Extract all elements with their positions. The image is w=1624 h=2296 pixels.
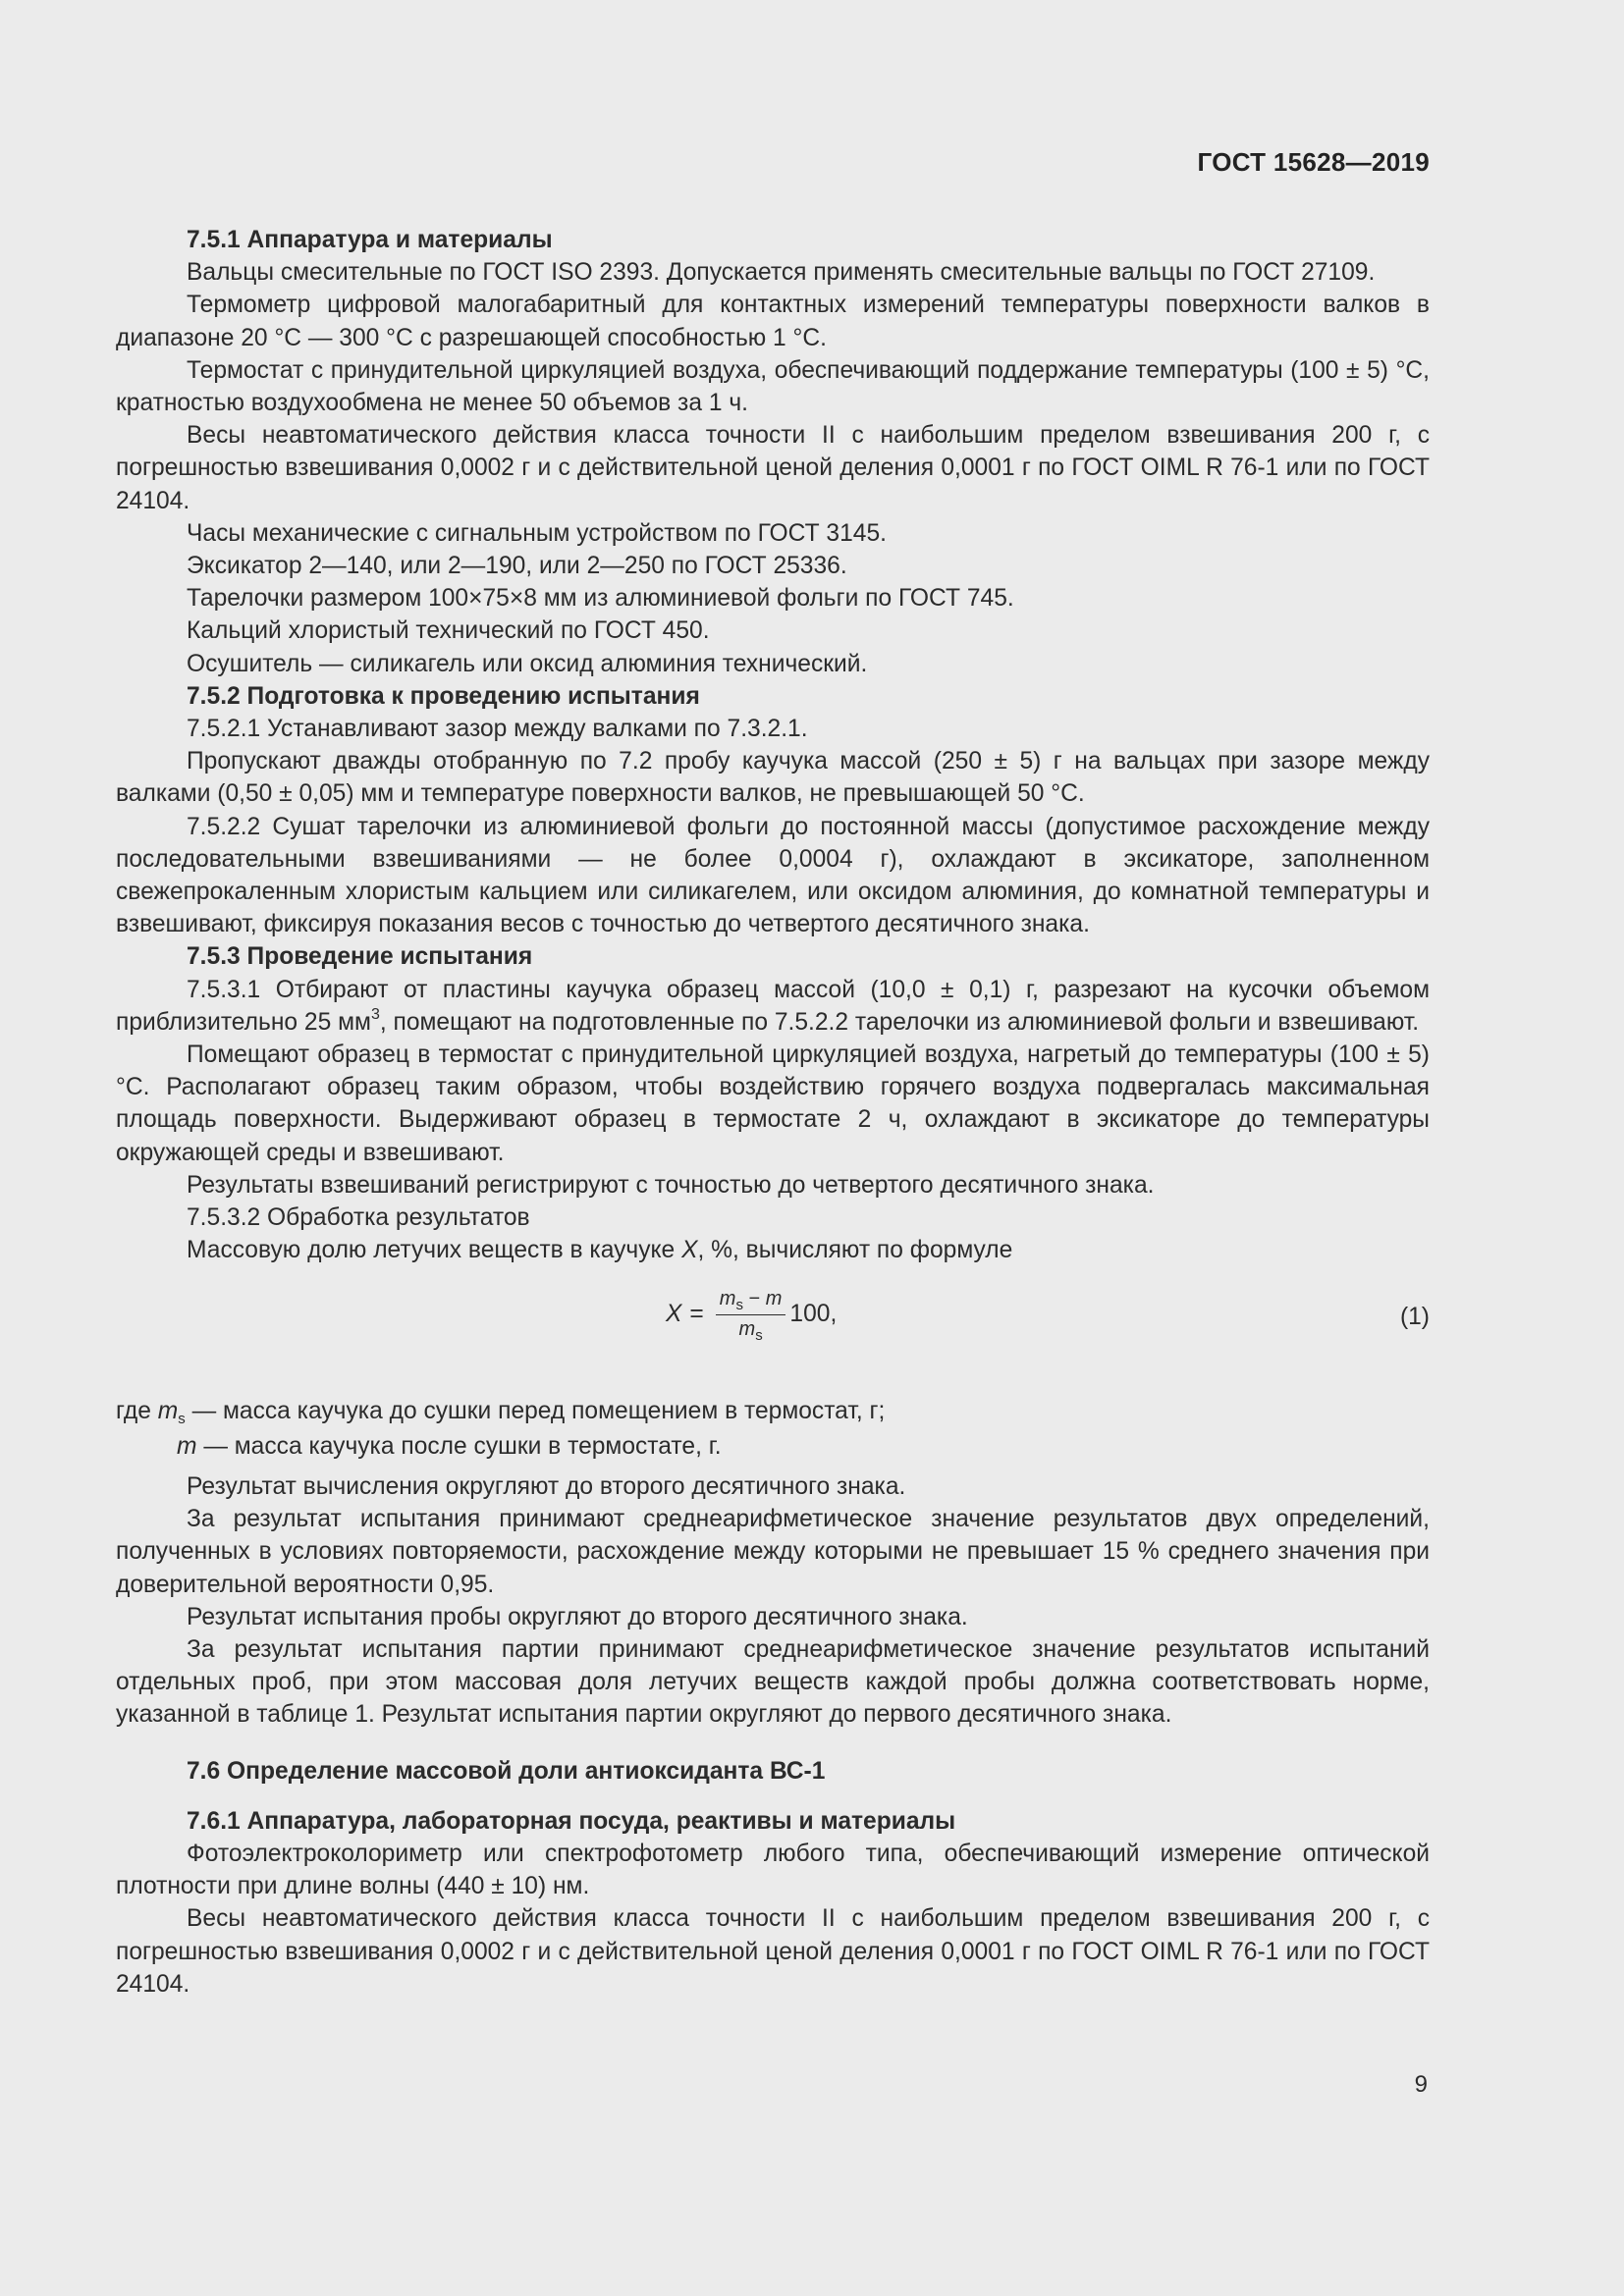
where-definition: — масса каучука после сушки в термостате, г. [196, 1432, 722, 1460]
section-heading-7-5-3: 7.5.3 Проведение испытания [187, 943, 533, 971]
var-m: m [157, 1397, 179, 1424]
paragraph: Вальцы смесительные по ГОСТ ISO 2393. Допускается применять смесительные вальцы по ГОСТ 27109. [187, 259, 1376, 287]
subscript: s [755, 1326, 763, 1344]
formula [666, 1287, 837, 1343]
paragraph: Пропускают дважды отобранную по 7.2 пробу каучука массой (250 ± 5) г на вальцах при зазоре между валками (0,50 ± 0,05) мм и температуре поверхности валков, не превышающей 50 °С. [116, 748, 1430, 808]
formula-block [116, 1277, 1430, 1375]
where-line [116, 1430, 1430, 1463]
standard-designation: ГОСТ 15628—2019 [1197, 147, 1430, 177]
paragraph: 7.5.2.1 Устанавливают зазор между валками по 7.3.2.1. [187, 716, 808, 743]
equation-number: (1) [1399, 1303, 1430, 1330]
paragraph: Результаты взвешиваний регистрируют с точностью до четвертого десятичного знака. [187, 1171, 1155, 1199]
paragraph-text: 7.5.3.1 Отбирают от пластины каучука образец массой (10,0 ± 0,1) г, разрезают на кусочки объемом приблизительно 25 мм [116, 976, 1430, 1036]
paragraph: Тарелочки размером 100×75×8 мм из алюминиевой фольги по ГОСТ 745. [187, 585, 1014, 613]
paragraph: Термостат с принудительной циркуляцией воздуха, обеспечивающий поддержание температуры (100 ± 5) °С, кратностью воздухообмена не менее 50 объемов за 1 ч. [116, 356, 1430, 417]
section-heading-7-5-2: 7.5.2 Подготовка к проведению испытания [187, 682, 700, 710]
variable: X [681, 1237, 698, 1264]
paragraph: Термометр цифровой малогабаритный для контактных измерений температуры поверхности валков в диапазоне 20 °С — 300 °С с разрешающей способностью 1 °С. [116, 292, 1430, 351]
section-heading-7-6-1: 7.6.1 Аппаратура, лабораторная посуда, реактивы и материалы [187, 1807, 956, 1835]
paragraph: Весы неавтоматического действия класса точности II с наибольшим пределом взвешивания 200 г, с погрешностью взвешивания 0,0002 г и с действительной ценой деления 0,0001 г по ГОСТ OIML R 76-1 или по ГОСТ 24104. [116, 422, 1430, 514]
paragraph: Фотоэлектроколориметр или спектрофотометр любого типа, обеспечивающий измерение оптической плотности при длине волны (440 ± 10) нм. [116, 1840, 1430, 1900]
formula-equals: = [689, 1301, 704, 1328]
formula-lhs: X [666, 1301, 682, 1328]
paragraph: Весы неавтоматического действия класса точности II с наибольшим пределом взвешивания 200 г, с погрешностью взвешивания 0,0002 г и с действительной ценой деления 0,0001 г по ГОСТ OIML R 76-1 или по ГОСТ 24104. [116, 1905, 1430, 1998]
paragraph: Осушитель — силикагель или оксид алюминия технический. [187, 650, 868, 677]
subscript: s [178, 1410, 186, 1427]
where-line [116, 1395, 1430, 1430]
where-label: где [116, 1397, 158, 1424]
paragraph: Кальций хлористый технический по ГОСТ 450. [187, 617, 710, 645]
paragraph: Часы механические с сигнальным устройством по ГОСТ 3145. [187, 519, 887, 547]
paragraph: Результат вычисления округляют до второго десятичного знака. [187, 1472, 906, 1500]
formula-factor: 100, [789, 1301, 838, 1328]
paragraph: 7.5.3.2 Обработка результатов [187, 1204, 530, 1232]
formula-fraction [716, 1287, 786, 1343]
paragraph: Результат испытания пробы округляют до второго десятичного знака. [187, 1603, 968, 1630]
superscript: 3 [370, 1005, 380, 1023]
var-m: m [765, 1287, 783, 1309]
paragraph [116, 974, 1430, 1039]
minus-sign: − [742, 1287, 766, 1309]
formula-numerator [716, 1287, 786, 1315]
paragraph-text: , %, вычисляют по формуле [697, 1237, 1013, 1264]
where-definition: — масса каучука до сушки перед помещением в термостат, г; [185, 1397, 886, 1424]
paragraph: За результат испытания принимают среднеарифметическое значение результатов двух определений, полученных в условиях повторяемости, расхождение между которыми не превышает 15 % среднего значения при доверительной вероятности 0,95. [116, 1506, 1430, 1598]
formula-denominator [739, 1315, 763, 1343]
var-m: m [177, 1432, 197, 1460]
document-body [116, 224, 1430, 2001]
paragraph: Эксикатор 2—140, или 2—190, или 2—250 по ГОСТ 25336. [187, 553, 847, 580]
paragraph: Помещают образец в термостат с принудительной циркуляцией воздуха, нагретый до температуры (100 ± 5) °С. Располагают образец таким образом, чтобы воздействию горячего воздуха подвергалась максимальная площадь поверхности. Выдерживают образец в термостате 2 ч, охлаждают в эксикаторе до температуры окружающей среды и взвешивают. [116, 1041, 1430, 1166]
subscript: s [735, 1296, 743, 1313]
section-heading-7-6: 7.6 Определение массовой доли антиоксиданта ВС-1 [187, 1757, 826, 1785]
var-m: m [738, 1317, 756, 1340]
paragraph: За результат испытания партии принимают среднеарифметическое значение результатов испытаний отдельных проб, при этом массовая доля летучих веществ каждой пробы должна соответствовать норме, указанной в таблице 1. Результат испытания партии округляют до первого десятичного знака. [116, 1635, 1430, 1729]
paragraph: 7.5.2.2 Сушат тарелочки из алюминиевой фольги до постоянной массы (допустимое расхождение между последовательными взвешиваниями — не более 0,0004 г), охлаждают в эксикаторе, заполненном свежепрокаленным хлористым кальцием или силикагелем, или оксидом алюминия, до комнатной температуры и взвешивают, фиксируя показания весов с точностью до четвертого десятичного знака. [116, 813, 1430, 938]
paragraph-text: Массовую долю летучих веществ в каучуке [187, 1237, 682, 1264]
section-heading-7-5-1: 7.5.1 Аппаратура и материалы [187, 227, 553, 253]
var-m: m [719, 1287, 736, 1309]
page-number: 9 [1414, 2071, 1428, 2098]
paragraph [116, 1234, 1430, 1266]
paragraph-text: , помещают на подготовленные по 7.5.2.2 тарелочки из алюминиевой фольги и взвешивают. [379, 1008, 1420, 1036]
